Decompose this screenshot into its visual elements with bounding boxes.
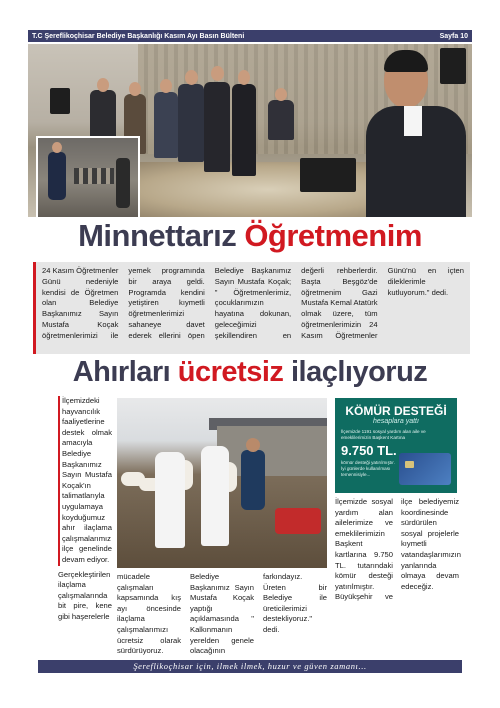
headline2-part1: Ahırları (72, 356, 178, 388)
article2-right-text: İlçemizde sosyal yardım alan ailelerimize ve emeklilerimizin Başkent kartlarına 9.750 TL. tutarındaki kömür desteği yatırılmıştır. Büyükşehir ve ilçe belediyemiz koordinesinde sürdürülen sosyal projelerle kıymetli vatandaşlarımızın yanlarında olmaya devam edeceğiz. (335, 497, 461, 602)
article2-right-columns (335, 497, 459, 603)
article2-left-p2: Gerçekleştirilen ilaçlama çalışmalarında bit pire, kene gibi haşerelerle (58, 569, 112, 621)
page-number: Sayfa 10 (439, 32, 468, 40)
person-2-head (129, 82, 141, 96)
person-6-head (238, 70, 250, 85)
ad-title: KÖMÜR DESTEĞİ (345, 404, 447, 418)
article2-left-column (58, 396, 112, 626)
baskent-card-icon (399, 453, 451, 485)
headline2-part3: ilaçlıyoruz (283, 356, 428, 388)
article1-text: 24 Kasım Öğretmenler Günü nedeniyle kendisi de Öğretmen olan Belediye Başkanımız Sayın Mustafa Koçak öğretmenlerimizi ile yemek programında bir araya geldi. Programda kendini yetiştiren kıymetli öğretmenlerimizi sahaneye davet ederek ellerini öpen Belediye Başkanımız Sayın Mustafa Koçak; " Öğretmenlerimiz, çocuklarımızın hayatına dokunan, geleceğimizi şekillendiren en değerli rehberlerdir. Başta Beşgöz'de öğretmenim Gazi Mustafa Kemal Atatürk olmak üzere, tüm öğretmenlerimizin 24 Kasım Öğretmenler Günü'nü en içten dileklerimle kutluyorum." dedi. (42, 266, 464, 340)
article2-left-p1: İlçemizdeki hayvancılık faaliyetlerine destek olmak amacıyla Belediye Başkanımız Sayın Mustafa Koçak'ın talimatlarıyla uygulamaya koyduğumuz ahır ilaçlama çalışmalarımız ilçe genelinde devam ediyor. (58, 396, 112, 566)
person-4 (178, 84, 204, 162)
person-5 (204, 82, 230, 172)
person-3-head (160, 79, 172, 93)
footer-slogan-bar (38, 660, 462, 673)
musician (268, 100, 294, 140)
person-4-head (185, 70, 198, 85)
footer-slogan: Şereflikoçhisar için, ilmek ilmek, huzur ve güven zamanı... (133, 661, 367, 671)
barn-spraying-photo (117, 398, 327, 568)
article2-bottom-text: mücadele çalışmaları kapsamında kış ayı öncesinde ilaçlama çalışmalarımızı ücretsiz olarak sürdürüyoruz. Belediye Başkanımız Sayın Mustafa Koçak yaptığı açıklamasında " Kalkınmanın yerelden genele olacağının farkındayız. Üreten bir Belediye ile üreticilerimizi destekliyoruz." dedi. (117, 572, 327, 656)
person-1-head (97, 78, 109, 92)
headline1-part1: Minnettarız (78, 218, 245, 253)
inset-photo (36, 136, 140, 217)
speaker-floor (300, 158, 356, 192)
article-teachers-day (33, 262, 470, 354)
mayor-figure (358, 48, 472, 217)
farmer (241, 450, 265, 510)
ad-note: kömür desteği yatırılmıştır. İyi günlerde kullanılması temennisiyle... (341, 460, 395, 477)
musician-head (275, 88, 287, 101)
worker-2 (201, 446, 229, 546)
teachers-day-photo (28, 44, 472, 217)
headline-teachers-day (30, 218, 470, 254)
headline-barn-spraying (30, 356, 470, 389)
person-5-head (211, 66, 224, 81)
headline1-part2: Öğretmenim (244, 218, 422, 253)
coal-support-ad (335, 398, 457, 493)
ad-description: İlçemizde 1191 sosyal yardım alan aile ve emeklilerimizin Başkent Kartına (341, 429, 426, 440)
person-3 (154, 92, 178, 158)
header-bar (28, 30, 472, 42)
ad-subtitle: hesaplara yattı (373, 418, 419, 425)
ad-amount: 9.750 TL. (341, 443, 397, 458)
person-6 (232, 84, 256, 176)
article2-bottom-columns (117, 572, 327, 657)
headline2-part2: ücretsiz (177, 356, 284, 388)
sprayer-machine (275, 508, 321, 534)
farmer-head (246, 438, 260, 452)
speaker-left (50, 88, 70, 114)
worker-1 (155, 452, 185, 548)
bulletin-title: T.C Şereflikoçhisar Belediye Başkanlığı Kasım Ayı Basın Bülteni (32, 32, 245, 40)
